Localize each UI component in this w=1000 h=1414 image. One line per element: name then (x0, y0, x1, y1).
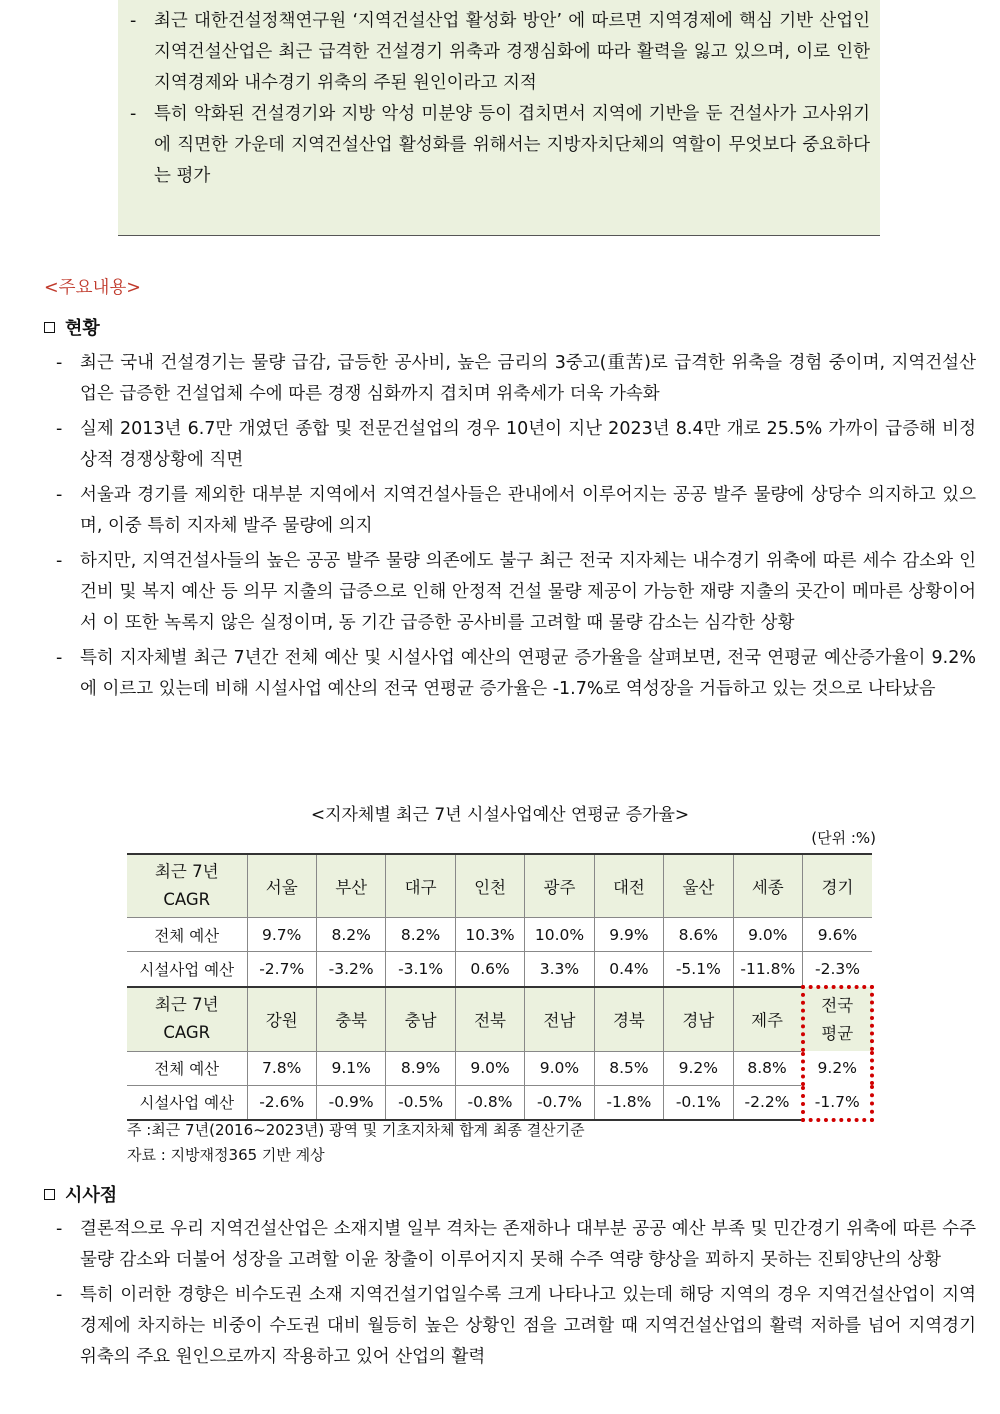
table-row (127, 952, 872, 988)
table-cell: 9.6% (803, 918, 873, 952)
corner-label: 최근 7년 CAGR (127, 854, 247, 918)
status-paragraphs (56, 348, 976, 709)
region-header: 대구 (386, 854, 455, 918)
paragraph: - 서울과 경기를 제외한 대부분 지역에서 지역건설사들은 관내에서 이루어지는 공공 발주 물량에 상당수 의지하고 있으며, 이중 특히 지자체 발주 물량에 의지 (56, 485, 976, 536)
section-heading-implications: 시사점 (44, 1181, 117, 1207)
table-row (127, 1085, 872, 1120)
table-cell: -0.1% (664, 1085, 733, 1120)
table-cell: -3.1% (386, 952, 455, 988)
table-cell: 8.8% (733, 1051, 802, 1085)
table-header-row (127, 854, 872, 918)
section-heading-status: 현황 (44, 314, 100, 340)
table-cell: -0.8% (455, 1085, 524, 1120)
table-cell: -0.5% (386, 1085, 455, 1120)
region-header: 서울 (247, 854, 316, 918)
table-note: 주 :최근 7년(2016~2023년) 광역 및 기초지차체 합계 최종 결산기준 (127, 1121, 585, 1139)
table-unit: (단위 :%) (811, 829, 876, 847)
region-header: 강원 (247, 987, 316, 1051)
table-header-row (127, 987, 872, 1051)
table-cell: -5.1% (664, 952, 733, 988)
region-header: 부산 (316, 854, 385, 918)
table-title: <지자체별 최근 7년 시설사업예산 연평균 증가율> (310, 805, 690, 825)
table-cell: 10.3% (455, 918, 524, 952)
row-label: 전체 예산 (127, 1051, 247, 1085)
paragraph: - 특히 지자체별 최근 7년간 전체 예산 및 시설사업 예산의 연평균 증가율을 살펴보면, 전국 연평균 예산증가율이 9.2%에 이르고 있는데 비해 시설사업 예산의 전국 연평균 증가율은 -1.7%로 역성장을 거듭하고 있는 것으로 나타났음 (56, 648, 976, 699)
region-header: 전남 (525, 987, 594, 1051)
table-cell: 0.6% (455, 952, 524, 988)
region-header: 울산 (664, 854, 733, 918)
implications-paragraphs (56, 1214, 976, 1377)
paragraph: - 실제 2013년 6.7만 개였던 종합 및 전문건설업의 경우 10년이 지난 2023년 8.4만 개로 25.5% 가까이 급증해 비정상적 경쟁상황에 직면 (56, 419, 976, 470)
table-cell: 9.7% (247, 918, 316, 952)
region-header: 전북 (455, 987, 524, 1051)
row-label: 전체 예산 (127, 918, 247, 952)
cagr-table (127, 853, 874, 1122)
region-header: 경북 (594, 987, 663, 1051)
table-cell: 8.6% (664, 918, 733, 952)
table-cell: 9.9% (594, 918, 663, 952)
table-cell: 9.0% (525, 1051, 594, 1085)
paragraph: - 하지만, 지역건설사들의 높은 공공 발주 물량 의존에도 불구 최근 전국 지자체는 내수경기 위축에 따른 세수 감소와 인건비 및 복지 예산 등 의무 지출의 급증으로 인해 안정적 건설 물량 제공이 가능한 재량 지출의 곳간이 메마른 상황이어서 이 또한 녹록지 않은 실정이며, 동 기간 급증한 공사비를 고려할 때 물량 감소는 심각한 상황 (56, 551, 976, 633)
table-row (127, 918, 872, 952)
region-header: 충북 (316, 987, 385, 1051)
summary-item: - 최근 대한건설정책연구원 ‘지역건설산업 활성화 방안’ 에 따르면 지역경제에 핵심 기반 산업인 지역건설산업은 최근 급격한 건설경기 위축과 경쟁심화에 따라 활력을 잃고 있으며, 이로 인한 지역경제와 내수경기 위축의 주된 원인이라고 지적 (130, 11, 870, 93)
national-average-header: 전국 평균 (803, 987, 873, 1051)
table-cell: -2.2% (733, 1085, 802, 1120)
region-header: 경남 (664, 987, 733, 1051)
main-content-label: <주요내용> (44, 278, 141, 298)
table-cell: -0.9% (316, 1085, 385, 1120)
paragraph: - 특히 이러한 경향은 비수도권 소재 지역건설기업일수록 크게 나타나고 있는데 해당 지역의 경우 지역건설산업이 지역경제에 차지하는 비중이 수도권 대비 월등히 높은 상황인 점을 고려할 때 지역건설산업의 활력 저하를 넘어 지역경기 위축의 주요 원인으로까지 작용하고 있어 산업의 활력 (56, 1285, 976, 1367)
table-cell: 9.0% (733, 918, 802, 952)
table-cell: -1.8% (594, 1085, 663, 1120)
table-cell: -3.2% (316, 952, 385, 988)
table-source: 자료 : 지방재정365 기반 계상 (127, 1146, 325, 1164)
table-cell: 9.0% (455, 1051, 524, 1085)
table-cell: 0.4% (594, 952, 663, 988)
row-label: 시설사업 예산 (127, 952, 247, 988)
table-cell: 9.1% (316, 1051, 385, 1085)
checkbox-icon (44, 322, 55, 333)
table-cell: 8.5% (594, 1051, 663, 1085)
table-cell: 9.2% (664, 1051, 733, 1085)
region-header: 제주 (733, 987, 802, 1051)
summary-item: - 특히 악화된 건설경기와 지방 악성 미분양 등이 겹치면서 지역에 기반을 둔 건설사가 고사위기에 직면한 가운데 지역건설산업 활성화를 위해서는 지방자치단체의 역할이 무엇보다 중요하다는 평가 (130, 104, 870, 186)
region-header: 충남 (386, 987, 455, 1051)
table-cell: 3.3% (525, 952, 594, 988)
table-cell: 8.2% (386, 918, 455, 952)
summary-box (118, 0, 880, 236)
corner-label: 최근 7년 CAGR (127, 987, 247, 1051)
national-average-cell: -1.7% (803, 1085, 873, 1120)
row-label: 시설사업 예산 (127, 1085, 247, 1120)
checkbox-icon (44, 1189, 55, 1200)
table-cell: -2.3% (803, 952, 873, 988)
table-cell: 10.0% (525, 918, 594, 952)
table-cell: 8.2% (316, 918, 385, 952)
table-row (127, 1051, 872, 1085)
table-cell: 8.9% (386, 1051, 455, 1085)
region-header: 광주 (525, 854, 594, 918)
table-cell: 7.8% (247, 1051, 316, 1085)
national-average-cell: 9.2% (803, 1051, 873, 1085)
table-cell: -0.7% (525, 1085, 594, 1120)
region-header: 대전 (594, 854, 663, 918)
table-cell: -2.6% (247, 1085, 316, 1120)
region-header: 인천 (455, 854, 524, 918)
paragraph: - 최근 국내 건설경기는 물량 급감, 급등한 공사비, 높은 금리의 3중고(重苦)로 급격한 위축을 경험 중이며, 지역건설산업은 급증한 건설업체 수에 따른 경쟁 심화까지 겹치며 위축세가 더욱 가속화 (56, 353, 976, 404)
table-cell: -11.8% (733, 952, 802, 988)
table-cell: -2.7% (247, 952, 316, 988)
region-header: 경기 (803, 854, 873, 918)
region-header: 세종 (733, 854, 802, 918)
paragraph: - 결론적으로 우리 지역건설산업은 소재지별 일부 격차는 존재하나 대부분 공공 예산 부족 및 민간경기 위축에 따른 수주 물량 감소와 더불어 성장을 고려할 이윤 창출이 이루어지지 못해 수주 역량 향상을 꾀하지 못하는 진퇴양난의 상황 (56, 1219, 976, 1270)
